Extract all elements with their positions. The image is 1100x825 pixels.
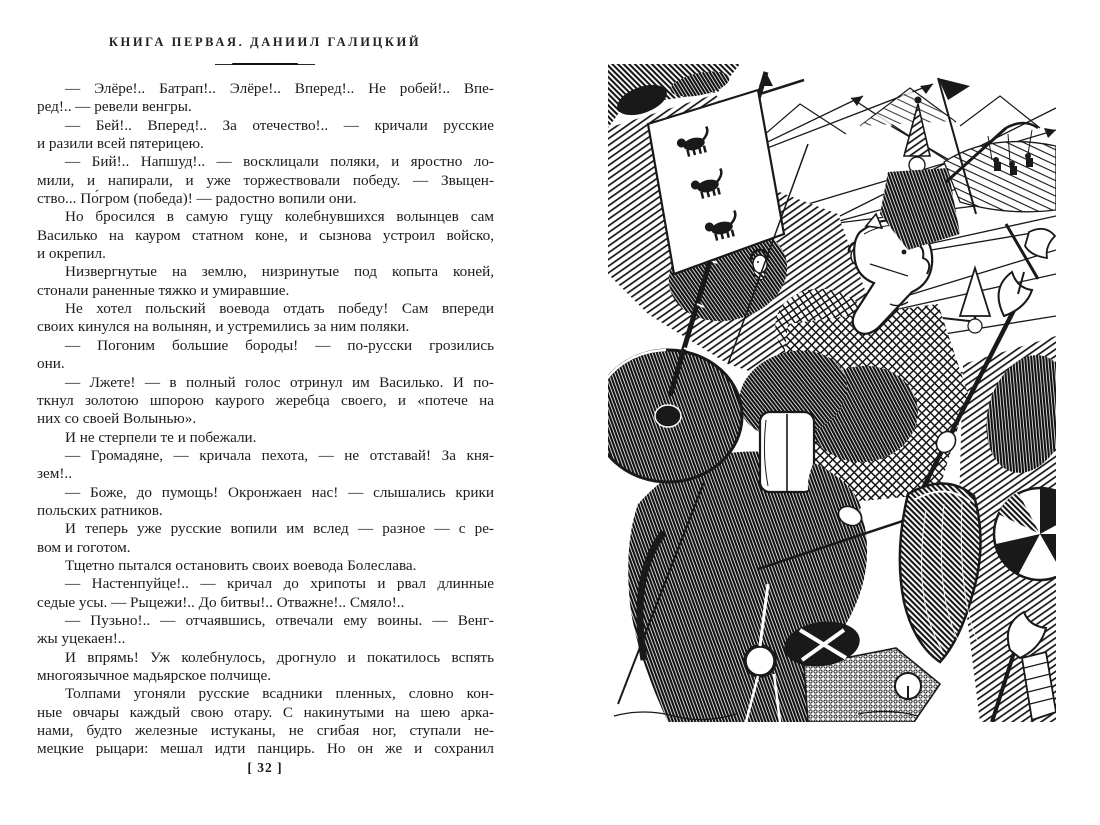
text-line: и разили всей пятерицею. xyxy=(37,135,204,153)
text-line: Василько на кауром статном коне, и сызнова устроил войско, xyxy=(37,226,494,244)
text-line: — Погоним большие бороды! — по-русски грозились xyxy=(65,336,494,354)
text-line: Тщетно пытался остановить своих воевода Болеслава. xyxy=(65,556,417,574)
text-line: — Боже, до пумощь! Окронжаен нас! — слышались крики xyxy=(65,483,494,501)
text-line: ткнул золотою шпорою каурого жеребца своего, и «потече на xyxy=(37,391,494,409)
text-line: многоязычное мадьярское полчище. xyxy=(37,667,272,684)
text-line: И не стерпели те и побежали. xyxy=(65,428,257,446)
text-line: ство... По́гром (победа)! — радостно вопили они. xyxy=(37,190,357,208)
text-line: и окрепил. xyxy=(37,245,106,263)
text-line: — Пузьно!.. — отчаявшись, отвечали ему воины. — Венг- xyxy=(65,611,494,629)
text-line: своих кинулся на волынян, и устремились за ним поляки. xyxy=(37,318,410,336)
text-line: вом и гоготом. xyxy=(37,538,131,556)
battle-engraving-illustration xyxy=(608,64,1056,722)
text-line: мили, и напирали, и уже торжествовали победу. — Звыцен- xyxy=(37,171,494,189)
text-line: польских ратников. xyxy=(37,501,163,519)
text-line: И теперь уже русские вопили им вслед — разное — с ре- xyxy=(65,520,494,538)
text-line: — Настенпуйце!.. — кричал до хрипоты и рвал длинные xyxy=(65,575,494,593)
text-line: них со своей Волынью». xyxy=(37,410,197,428)
text-line: они. xyxy=(37,355,65,373)
text-line: седые усы. — Рыцежи!.. До битвы!.. Отважне!.. Смяло!.. xyxy=(37,593,405,611)
text-line: — Бий!.. Напшуд!.. — восклицали поляки, и яростно ло- xyxy=(65,153,494,171)
round-shield xyxy=(608,350,742,482)
header-ornament xyxy=(37,62,493,66)
text-line: стонали раненные тяжко и умиравшие. xyxy=(37,281,290,299)
page-number: [ 32 ] xyxy=(247,760,283,775)
text-line: Но бросился в самую гущу колебнувшихся волынцев сам xyxy=(65,208,494,226)
text-line: — Элёре!.. Батрап!.. Элёре!.. Вперед!.. Не робей!.. Впе- xyxy=(65,80,494,97)
text-line: И впрямь! Уж колебнулось, дрогнуло и покатилось вспять xyxy=(65,648,494,666)
text-line: Низвергнутые на землю, низринутые под копыта коней, xyxy=(65,263,494,281)
text-line: зем!.. xyxy=(37,465,73,483)
body-text xyxy=(37,80,494,759)
text-line: нами, будто железные истуканы, не сгибая ног, ступали не- xyxy=(37,722,494,740)
text-line: ред!.. — ревели венгры. xyxy=(37,98,192,116)
text-line: жы уцекаен!.. xyxy=(37,630,126,648)
ornament-rule xyxy=(215,62,315,66)
text-line: — Бей!.. Вперед!.. За отечество!.. — кричали русские xyxy=(65,116,494,134)
text-line: Не хотел польский воевода отдать победу! Сам впереди xyxy=(65,300,494,318)
running-head: КНИГА ПЕРВАЯ. ДАНИИЛ ГАЛИЦКИЙ xyxy=(108,35,422,49)
text-line: ные овчары каждый свою отару. С накинутыми на шею арка- xyxy=(37,703,494,721)
text-line: Толпами угоняли русские всадники пленных, словно кон- xyxy=(65,685,494,703)
text-line: мецкие рыцари: мешал идти панцирь. Но он же и сохранил xyxy=(37,740,494,758)
text-line: — Лжете! — в полный голос отринул им Василько. И по- xyxy=(65,373,494,391)
text-line: — Громадяне, — кричала пехота, — не отставай! За кня- xyxy=(65,446,494,464)
stirrup-ring xyxy=(745,646,775,676)
